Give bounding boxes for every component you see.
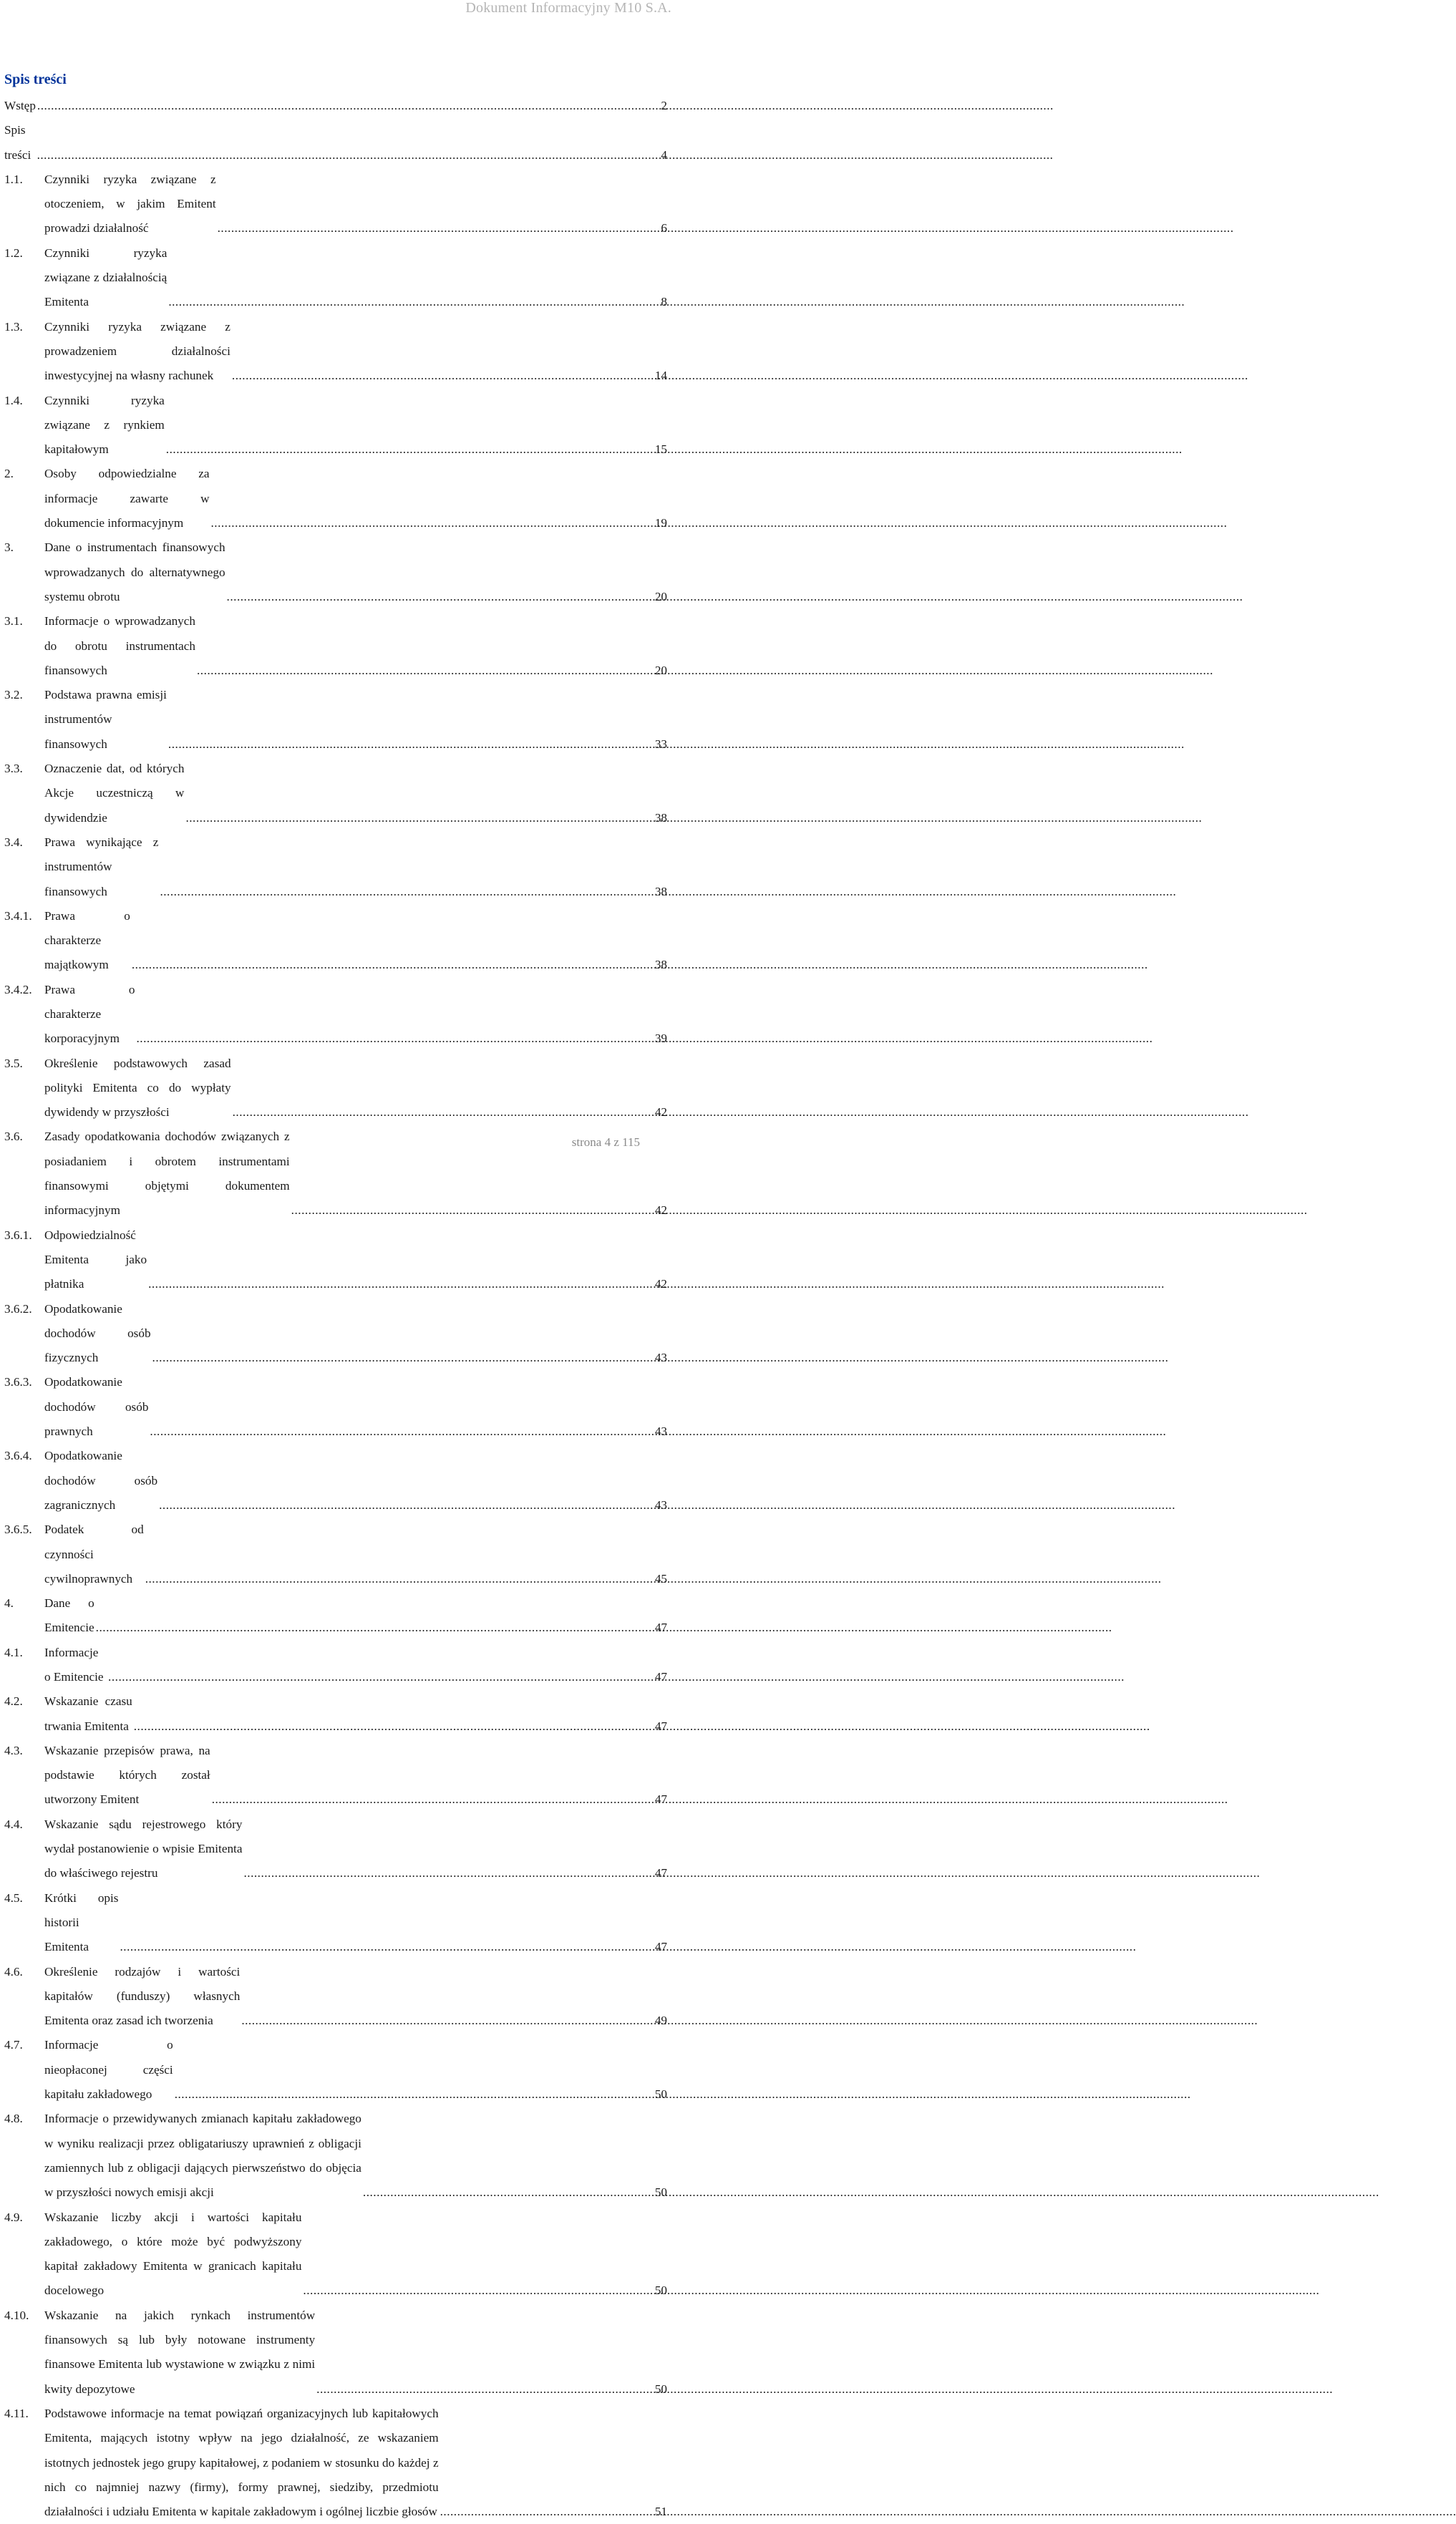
toc-entry[interactable] xyxy=(4,1689,667,1739)
toc-dot-leader xyxy=(96,1616,654,1640)
toc-entry-title[interactable]: Dane o Emitencie xyxy=(44,1596,94,1635)
toc-entry-title[interactable]: Informacje o nieopłaconej części kapitału zakładowego xyxy=(44,2038,173,2102)
toc-entry-number: 3.2. xyxy=(4,688,23,702)
toc-entry-body xyxy=(44,462,667,535)
toc-entry[interactable] xyxy=(4,1641,667,1690)
toc-entry-page[interactable]: 50 xyxy=(654,2185,667,2200)
toc-entry-body xyxy=(44,2402,667,2524)
toc-entry-page[interactable]: 47 xyxy=(654,1719,667,1733)
toc-entry-page[interactable]: 14 xyxy=(654,369,667,383)
toc-dot-leader xyxy=(168,732,654,757)
toc-entry-body xyxy=(44,1641,667,1690)
toc-entry-title[interactable]: Informacje o wprowadzanych do obrotu instrumentach finansowych xyxy=(44,614,195,677)
toc-entry[interactable] xyxy=(4,2107,667,2205)
toc-entry-page[interactable]: 47 xyxy=(654,1792,667,1807)
toc-entry-number: 1.2. xyxy=(4,246,23,260)
toc-entry-title[interactable]: Czynniki ryzyka związane z rynkiem kapitałowym xyxy=(44,393,165,457)
toc-dot-leader xyxy=(134,1714,654,1739)
toc-entry-page[interactable]: 38 xyxy=(654,810,667,825)
toc-entry-number: 4.7. xyxy=(4,2038,23,2052)
toc-dot-leader xyxy=(218,216,660,241)
toc-entry[interactable] xyxy=(4,1591,667,1641)
toc-entry-body xyxy=(44,241,667,315)
toc-entry-title[interactable]: Czynniki ryzyka związane z prowadzeniem działalności inwestycyjnej na własny rachunek xyxy=(44,319,230,383)
toc-entry-title[interactable]: Czynniki ryzyka związane z działalnością Emitenta xyxy=(44,246,168,309)
toc-entry-title[interactable]: Wskazanie czasu trwania Emitenta xyxy=(44,1694,132,1733)
toc-entry-page[interactable]: 39 xyxy=(654,1032,667,1046)
toc-dot-leader xyxy=(37,143,660,168)
toc-entry-title[interactable]: Wstęp xyxy=(4,99,36,112)
toc-entry-title[interactable]: Dane o instrumentach finansowych wprowadzanych do alternatywnego systemu obrotu xyxy=(44,540,225,603)
toc-entry-number: 3.5. xyxy=(4,1056,23,1070)
toc-entry-number: 4.10. xyxy=(4,2308,29,2322)
toc-entry-body xyxy=(44,609,667,683)
toc-entry-body xyxy=(4,118,667,168)
toc-entry-body xyxy=(44,168,667,241)
toc-entry-body xyxy=(44,1444,667,1518)
toc-entry[interactable] xyxy=(4,241,667,315)
toc-dot-leader xyxy=(363,2180,654,2205)
toc-entry-title[interactable]: Podatek od czynności cywilnoprawnych xyxy=(44,1523,144,1586)
toc-entry-title[interactable]: Zasady opodatkowania dochodów związanych z posiadaniem i obrotem instrumentami finansowymi objętymi dokumentem informacyjnym xyxy=(44,1130,290,1218)
toc-entry-number: 3.6.5. xyxy=(4,1523,32,1537)
toc-entry-page[interactable]: 19 xyxy=(654,516,667,530)
toc-entry-title[interactable]: Informacje o przewidywanych zmianach kapitału zakładowego w wyniku realizacji przez obligatariuszy uprawnień z obligacji zamiennych lub z obligacji dających pierwszeństwo do objęcia w przyszłości nowych emisji akcji xyxy=(44,2112,361,2200)
toc-entry-title[interactable]: Określenie podstawowych zasad polityki Emitenta co do wypłaty dywidendy w przyszłości xyxy=(44,1056,231,1120)
toc-entry-page[interactable]: 38 xyxy=(654,884,667,898)
toc-entry-page[interactable]: 47 xyxy=(654,1866,667,1880)
toc-entry-number: 4.5. xyxy=(4,1890,23,1905)
toc-dot-leader xyxy=(316,2377,654,2402)
toc-entry[interactable] xyxy=(4,1518,667,1591)
toc-entry-number: 3.6.1. xyxy=(4,1228,32,1242)
toc-entry-number: 4.9. xyxy=(4,2210,23,2224)
toc-dot-leader xyxy=(227,585,654,609)
toc-entry[interactable] xyxy=(4,118,667,168)
toc-dot-leader xyxy=(150,1419,653,1444)
toc-dot-leader xyxy=(440,2500,654,2524)
toc-entry-page[interactable]: 43 xyxy=(654,1498,667,1512)
toc-entry-body xyxy=(44,1886,667,1960)
toc-entry-body xyxy=(44,1223,667,1297)
toc-entry-body xyxy=(44,1591,667,1641)
toc-entry[interactable] xyxy=(4,1125,667,1223)
toc-dot-leader xyxy=(120,1935,654,1959)
toc-entry-page[interactable]: 2 xyxy=(661,99,667,112)
toc-entry-title[interactable]: Prawa o charakterze majątkowym xyxy=(44,908,130,972)
toc-entry[interactable] xyxy=(4,2033,667,2107)
toc-entry-body xyxy=(4,94,667,118)
toc-entry-page[interactable]: 42 xyxy=(654,1203,667,1218)
toc-entry-body xyxy=(44,978,667,1052)
toc-entry-title[interactable]: Wskazanie liczby akcji i wartości kapitału zakładowego, o które może być podwyższony kapitał zakładowy Emitenta w granicach kapitału docelowego xyxy=(44,2210,302,2298)
toc-dot-leader xyxy=(210,511,653,535)
toc-entry-number: 4. xyxy=(4,1596,14,1611)
toc-entry[interactable] xyxy=(4,2402,667,2524)
toc-entry-page[interactable]: 8 xyxy=(661,295,667,309)
toc-entry-body xyxy=(44,1370,667,1444)
toc-entry-number: 1.3. xyxy=(4,319,23,334)
toc-entry-number: 3.3. xyxy=(4,762,23,776)
toc-entry-body xyxy=(44,535,667,609)
toc-entry[interactable] xyxy=(4,1812,667,1886)
toc-entry[interactable] xyxy=(4,315,667,389)
toc-entry-number: 4.2. xyxy=(4,1694,23,1709)
toc-dot-leader xyxy=(132,953,654,977)
toc-entry-body xyxy=(44,389,667,462)
toc-entry-title[interactable]: Podstawowe informacje na temat powiązań organizacyjnych lub kapitałowych Emitenta, mających istotny wpływ na jego działalność, ze wskazaniem istotnych jednostek jego grupy kapitałowej, z podaniem w stosunku do każdej z nich co najmniej nazwy (firmy), formy prawnej, siedziby, przedmiotu działalności i udziału Emitenta w kapitale zakładowym i ogólnej liczbie głosów xyxy=(44,2406,439,2519)
toc-dot-leader xyxy=(212,1787,654,1812)
toc-entry-page[interactable]: 47 xyxy=(654,1670,667,1684)
toc-dot-leader xyxy=(152,1346,654,1370)
toc-entry-title[interactable]: Czynniki ryzyka związane z otoczeniem, w jakim Emitent prowadzi działalność xyxy=(44,172,216,236)
page-number-footer: strona 4 z 115 xyxy=(571,1135,640,1149)
toc-entry-title[interactable]: Opodatkowanie dochodów osób fizycznych xyxy=(44,1301,151,1365)
toc-entry-number: 1.4. xyxy=(4,393,23,407)
toc-entry-body xyxy=(44,315,667,389)
toc-dot-leader xyxy=(37,94,659,118)
toc-entry-number: 4.3. xyxy=(4,1743,23,1757)
toc-entry-number: 3.4.1. xyxy=(4,908,32,923)
toc-entry[interactable] xyxy=(4,1739,667,1812)
toc-entry-body xyxy=(44,1739,667,1812)
toc-entry-page[interactable]: 49 xyxy=(654,2014,667,2028)
toc-entry-page[interactable]: 33 xyxy=(654,737,667,751)
toc-entry-body xyxy=(44,1518,667,1591)
toc-entry-page[interactable]: 50 xyxy=(654,2087,667,2102)
document-header-title: Dokument Informacyjny M10 S.A. xyxy=(465,0,671,16)
toc-dot-leader xyxy=(197,659,654,683)
toc-entry-number: 3.6.3. xyxy=(4,1375,32,1389)
toc-dot-leader xyxy=(243,1861,653,1885)
toc-entry-body xyxy=(44,1812,667,1886)
toc-entry[interactable] xyxy=(4,1297,667,1371)
toc-entry-page[interactable]: 43 xyxy=(654,1351,667,1365)
toc-dot-leader xyxy=(145,1567,654,1591)
toc-entry[interactable] xyxy=(4,2205,667,2304)
toc-entry-title[interactable]: Informacje o Emitencie xyxy=(44,1645,104,1684)
toc-dot-leader xyxy=(148,1272,654,1296)
toc-entry-number: 3.6.2. xyxy=(4,1301,32,1316)
toc-entry[interactable] xyxy=(4,389,667,462)
toc-entry-number: 3.6.4. xyxy=(4,1449,32,1463)
toc-entry-title[interactable]: Krótki opis historii Emitenta xyxy=(44,1890,119,1954)
toc-entry-title[interactable]: Wskazanie na jakich rynkach instrumentów finansowych są lub były notowane instrumenty finansowe Emitenta lub wystawione w związku z nimi kwity depozytowe xyxy=(44,2308,316,2396)
toc-entry-page[interactable]: 47 xyxy=(654,1621,667,1635)
toc-entry-number: 3.6. xyxy=(4,1130,23,1144)
toc-entry-title[interactable]: Opodatkowanie dochodów osób zagranicznych xyxy=(44,1449,158,1512)
toc-dot-leader xyxy=(185,806,653,830)
toc-entry-page[interactable]: 51 xyxy=(654,2505,667,2519)
toc-entry-number: 3.4.2. xyxy=(4,982,32,996)
toc-entry-body xyxy=(44,830,667,904)
toc-entry-number: 4.4. xyxy=(4,1817,23,1831)
toc-entry-body xyxy=(44,2205,667,2304)
toc-entry-body xyxy=(44,2304,667,2402)
toc-entry-page[interactable]: 15 xyxy=(654,442,667,457)
toc-dot-leader xyxy=(232,364,654,388)
toc-entry-body xyxy=(44,757,667,830)
toc-entry-title[interactable]: Podstawa prawna emisji instrumentów finansowych xyxy=(44,688,167,751)
toc-dot-leader xyxy=(136,1026,653,1051)
toc-entry[interactable] xyxy=(4,904,667,978)
toc-entry-body xyxy=(44,2033,667,2107)
toc-entry-number: 2. xyxy=(4,467,14,481)
toc-dot-leader xyxy=(108,1665,654,1689)
toc-entry-title[interactable]: Spis treści xyxy=(4,123,31,162)
toc-entry-page[interactable]: 43 xyxy=(654,1424,667,1439)
toc-entry[interactable] xyxy=(4,1886,667,1960)
toc-entry-body xyxy=(44,1052,667,1125)
toc-entry-title[interactable]: Odpowiedzialność Emitenta jako płatnika xyxy=(44,1228,147,1291)
toc-entry-title[interactable]: Oznaczenie dat, od których Akcje uczestniczą w dywidendzie xyxy=(44,762,185,825)
toc-entry-number: 3.1. xyxy=(4,614,23,628)
toc-entry-body xyxy=(44,1960,667,2034)
toc-entry-page[interactable]: 50 xyxy=(654,2382,667,2396)
toc-entry-number: 4.1. xyxy=(4,1645,23,1659)
toc-entry-page[interactable]: 4 xyxy=(661,147,667,162)
toc-entry-page[interactable]: 47 xyxy=(654,1940,667,1954)
toc-entry-title[interactable]: Określenie rodzajów i wartości kapitałów (funduszy) własnych Emitenta oraz zasad ich tworzenia xyxy=(44,1964,241,2028)
toc-entry[interactable] xyxy=(4,462,667,535)
toc-heading: Spis treści xyxy=(4,72,67,87)
toc-entry-body xyxy=(44,904,667,978)
toc-entry[interactable] xyxy=(4,757,667,830)
toc-entry[interactable] xyxy=(4,978,667,1052)
toc-dot-leader xyxy=(233,1100,654,1125)
toc-dot-leader xyxy=(175,2082,654,2107)
toc-entry-number: 4.6. xyxy=(4,1964,23,1979)
toc-dot-leader xyxy=(166,437,654,462)
toc-entry[interactable] xyxy=(4,683,667,757)
toc-entry[interactable] xyxy=(4,1960,667,2034)
toc-entry-number: 4.11. xyxy=(4,2406,29,2420)
toc-dot-leader xyxy=(168,290,659,314)
toc-dot-leader xyxy=(160,880,653,904)
toc-entry-title[interactable]: Wskazanie sądu rejestrowego który wydał postanowienie o wpisie Emitenta do właściwego rejestru xyxy=(44,1817,243,1880)
toc-entry-number: 3. xyxy=(4,540,14,555)
toc-entry-number: 4.8. xyxy=(4,2112,23,2126)
toc-entry-title[interactable]: Prawa o charakterze korporacyjnym xyxy=(44,982,135,1046)
toc-entry-body xyxy=(44,1297,667,1371)
toc-entry[interactable] xyxy=(4,1444,667,1518)
toc-entry-page[interactable]: 6 xyxy=(661,221,667,236)
toc-dot-leader xyxy=(159,1493,654,1518)
toc-entry[interactable] xyxy=(4,1223,667,1297)
toc-entry-title[interactable]: Prawa wynikające z instrumentów finansowych xyxy=(44,835,159,898)
toc-entry[interactable] xyxy=(4,168,667,241)
toc-dot-leader xyxy=(291,1198,654,1223)
table-of-contents xyxy=(4,94,667,2524)
toc-entry-body xyxy=(44,683,667,757)
toc-entry-page[interactable]: 20 xyxy=(654,589,667,603)
toc-entry-page[interactable]: 50 xyxy=(654,2283,667,2298)
toc-entry[interactable] xyxy=(4,1370,667,1444)
toc-entry-body xyxy=(44,1689,667,1739)
toc-dot-leader xyxy=(241,2009,653,2033)
toc-entry-number: 1.1. xyxy=(4,172,23,186)
toc-entry[interactable] xyxy=(4,535,667,609)
toc-entry-page[interactable]: 38 xyxy=(654,958,667,972)
toc-entry[interactable] xyxy=(4,2304,667,2402)
toc-entry[interactable] xyxy=(4,609,667,683)
toc-entry-page[interactable]: 45 xyxy=(654,1571,667,1586)
toc-entry[interactable] xyxy=(4,1052,667,1125)
toc-entry-title[interactable]: Opodatkowanie dochodów osób prawnych xyxy=(44,1375,149,1439)
toc-entry-body xyxy=(44,2107,667,2205)
toc-entry[interactable] xyxy=(4,830,667,904)
toc-entry-page[interactable]: 42 xyxy=(654,1277,667,1291)
toc-entry-page[interactable]: 20 xyxy=(654,663,667,677)
toc-entry-page[interactable]: 42 xyxy=(654,1105,667,1120)
toc-entry-title[interactable]: Osoby odpowiedzialne za informacje zawarte w dokumencie informacyjnym xyxy=(44,467,210,530)
toc-entry[interactable] xyxy=(4,94,667,118)
toc-entry-title[interactable]: Wskazanie przepisów prawa, na podstawie których został utworzony Emitent xyxy=(44,1743,210,1807)
toc-dot-leader xyxy=(303,2278,653,2303)
toc-entry-number: 3.4. xyxy=(4,835,23,849)
